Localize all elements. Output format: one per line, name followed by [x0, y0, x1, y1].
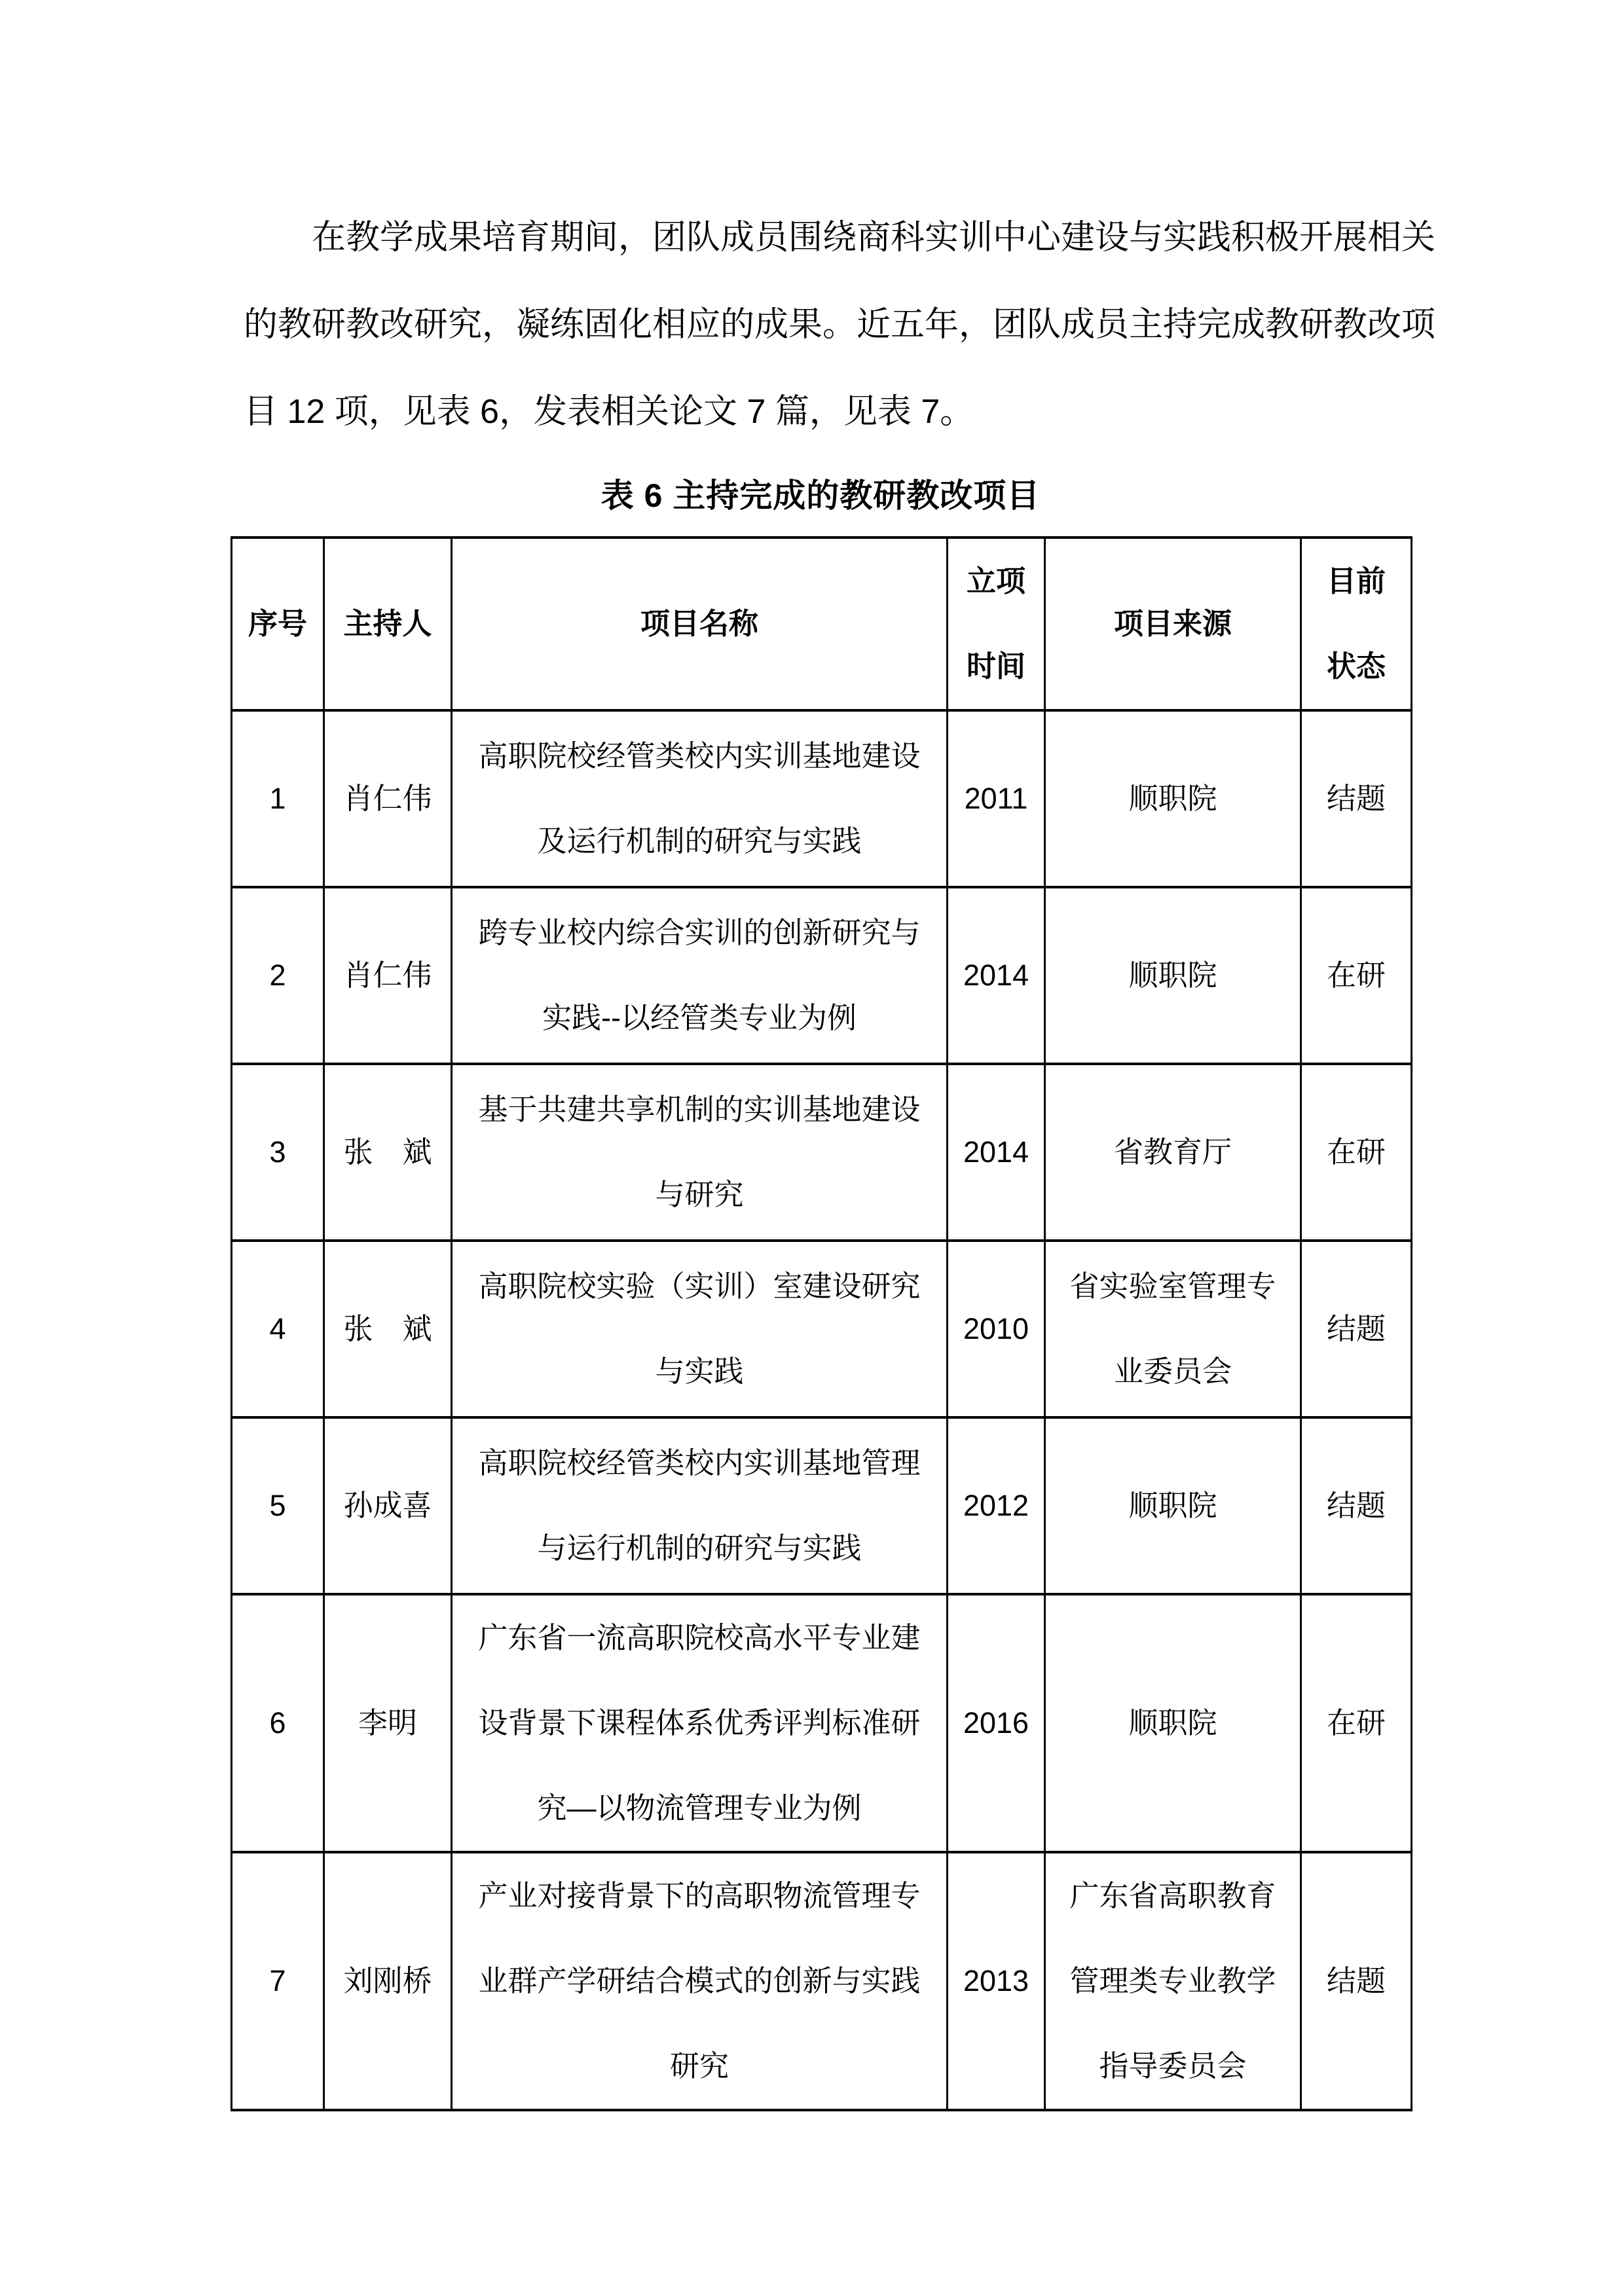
cell-status: 结题	[1301, 1417, 1412, 1594]
table-row	[232, 1417, 1412, 1594]
cell-project: 高职院校经管类校内实训基地建设及运行机制的研究与实践	[452, 710, 948, 887]
column-header-host: 主持人	[324, 538, 452, 710]
cell-host: 肖仁伟	[324, 710, 452, 887]
cell-host: 李明	[324, 1594, 452, 1852]
cell-source: 省教育厅	[1045, 1064, 1301, 1241]
column-header-status: 目前状态	[1301, 538, 1412, 710]
cell-host: 张 斌	[324, 1241, 452, 1417]
cell-source: 顺职院	[1045, 710, 1301, 887]
cell-host: 肖仁伟	[324, 887, 452, 1064]
cell-seq: 7	[232, 1852, 324, 2110]
cell-project: 基于共建共享机制的实训基地建设与研究	[452, 1064, 948, 1241]
cell-source: 顺职院	[1045, 1417, 1301, 1594]
cell-date: 2012	[948, 1417, 1045, 1594]
cell-project: 高职院校经管类校内实训基地管理与运行机制的研究与实践	[452, 1417, 948, 1594]
cell-date: 2016	[948, 1594, 1045, 1852]
cell-date: 2010	[948, 1241, 1045, 1417]
cell-seq: 5	[232, 1417, 324, 1594]
cell-date: 2013	[948, 1852, 1045, 2110]
cell-status: 结题	[1301, 1852, 1412, 2110]
column-header-source: 项目来源	[1045, 538, 1301, 710]
cell-status: 在研	[1301, 1594, 1412, 1852]
table-row	[232, 1594, 1412, 1852]
table-caption: 表 6 主持完成的教研教改项目	[600, 477, 1041, 514]
cell-date: 2011	[948, 710, 1045, 887]
column-header-project: 项目名称	[452, 538, 948, 710]
projects-table	[231, 536, 1412, 2111]
cell-seq: 2	[232, 887, 324, 1064]
column-header-date: 立项时间	[948, 538, 1045, 710]
cell-source: 顺职院	[1045, 887, 1301, 1064]
cell-seq: 6	[232, 1594, 324, 1852]
intro-paragraph: 在教学成果培育期间，团队成员围绕商科实训中心建设与实践积极开展相关的教研教改研究，凝练固化相应的成果。近五年，团队成员主持完成教研教改项目 12 项，见表 6，发表相关论文 7 篇，见表 7。	[244, 219, 1436, 431]
cell-project: 产业对接背景下的高职物流管理专业群产学研结合模式的创新与实践研究	[452, 1852, 948, 2110]
cell-status: 结题	[1301, 1241, 1412, 1417]
table-row	[232, 710, 1412, 887]
cell-seq: 1	[232, 710, 324, 887]
table-row	[232, 1064, 1412, 1241]
cell-date: 2014	[948, 1064, 1045, 1241]
cell-source: 广东省高职教育管理类专业教学指导委员会	[1045, 1852, 1301, 2110]
cell-source: 顺职院	[1045, 1594, 1301, 1852]
cell-status: 在研	[1301, 887, 1412, 1064]
cell-status: 在研	[1301, 1064, 1412, 1241]
cell-source: 省实验室管理专业委员会	[1045, 1241, 1301, 1417]
cell-host: 孙成喜	[324, 1417, 452, 1594]
cell-project: 高职院校实验（实训）室建设研究与实践	[452, 1241, 948, 1417]
cell-seq: 4	[232, 1241, 324, 1417]
table-row	[232, 1852, 1412, 2110]
table-row	[232, 1241, 1412, 1417]
table-header-row	[232, 538, 1412, 710]
cell-status: 结题	[1301, 710, 1412, 887]
column-header-seq: 序号	[232, 538, 324, 710]
cell-host: 刘刚桥	[324, 1852, 452, 2110]
cell-date: 2014	[948, 887, 1045, 1064]
table-section	[231, 455, 1411, 2111]
cell-project: 跨专业校内综合实训的创新研究与实践--以经管类专业为例	[452, 887, 948, 1064]
cell-seq: 3	[232, 1064, 324, 1241]
cell-project: 广东省一流高职院校高水平专业建设背景下课程体系优秀评判标准研究—以物流管理专业为例	[452, 1594, 948, 1852]
table-row	[232, 887, 1412, 1064]
cell-host: 张 斌	[324, 1064, 452, 1241]
